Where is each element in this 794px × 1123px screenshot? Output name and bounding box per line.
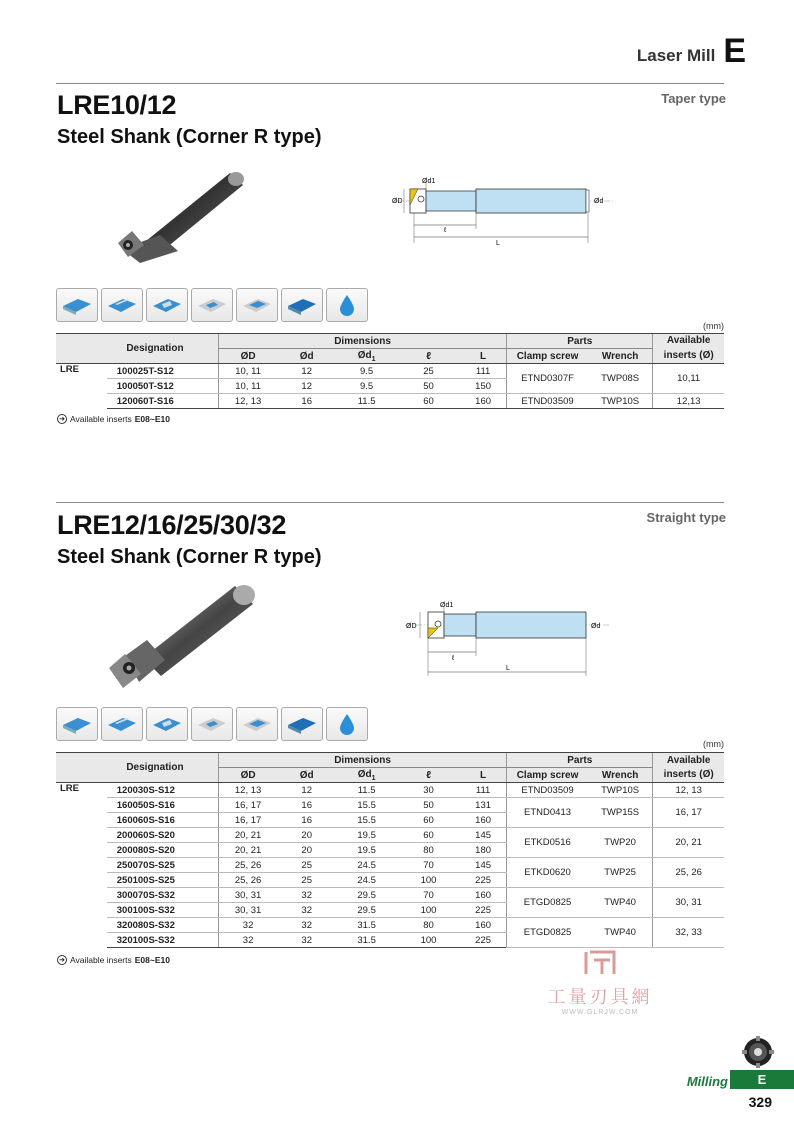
table-row — [56, 364, 724, 379]
col-available2: inserts (Ø) — [653, 768, 724, 783]
dim-d1: Ød1 — [422, 178, 436, 185]
cell-d: 12 — [277, 364, 336, 379]
unit-label: (mm) — [703, 321, 724, 331]
designation-cell: 250070S-S25 — [107, 858, 219, 873]
cell-clamp: ETND0413 — [507, 798, 588, 828]
col-available2: inserts (Ø) — [653, 349, 724, 364]
cell-wrench: TWP10S — [588, 783, 653, 798]
chapter-title: Laser Mill — [636, 46, 716, 65]
cell-d1: 11.5 — [336, 394, 397, 409]
dimension-drawing — [400, 598, 615, 678]
shoulder-milling-icon — [56, 288, 98, 322]
designation-cell: 250100S-S25 — [107, 873, 219, 888]
cell-d1: 19.5 — [336, 828, 397, 843]
designation-cell: 160050S-S16 — [107, 798, 219, 813]
cell-D: 20, 21 — [218, 828, 277, 843]
col-wrench: Wrench — [588, 349, 653, 364]
cell-l: 60 — [397, 813, 460, 828]
cell-available: 16, 17 — [653, 798, 724, 828]
cell-D: 25, 26 — [218, 858, 277, 873]
cell-clamp: ETND03509 — [507, 783, 588, 798]
cell-d: 20 — [277, 828, 336, 843]
cell-d1: 24.5 — [336, 873, 397, 888]
cell-d: 32 — [277, 933, 336, 948]
cell-d: 32 — [277, 918, 336, 933]
cell-d1: 24.5 — [336, 858, 397, 873]
ramping-icon — [191, 707, 233, 741]
slotting-icon — [101, 288, 143, 322]
col-dimensions: Dimensions — [218, 753, 506, 768]
dim-l: ℓ — [452, 655, 455, 662]
cell-L: 225 — [460, 933, 507, 948]
cell-d1: 29.5 — [336, 903, 397, 918]
col-D: ØD — [218, 768, 277, 783]
designation-cell: 320080S-S32 — [107, 918, 219, 933]
watermark-text: 工量刃具網 — [547, 987, 653, 1008]
cell-L: 225 — [460, 873, 507, 888]
cell-D: 30, 31 — [218, 888, 277, 903]
face-milling-icon — [281, 707, 323, 741]
cell-L: 160 — [460, 918, 507, 933]
cell-available: 12,13 — [653, 394, 724, 409]
col-D: ØD — [218, 349, 277, 364]
chapter-header — [636, 32, 746, 70]
coolant-icon — [326, 707, 368, 741]
designation-cell: 320100S-S32 — [107, 933, 219, 948]
designation-cell: 120030S-S12 — [107, 783, 219, 798]
cell-L: 180 — [460, 843, 507, 858]
cell-l: 100 — [397, 903, 460, 918]
cell-d: 20 — [277, 843, 336, 858]
shoulder-milling-icon — [56, 707, 98, 741]
col-available: Available — [653, 753, 724, 768]
table-row — [56, 918, 724, 933]
col-d: Ød — [277, 768, 336, 783]
col-designation: Designation — [56, 334, 218, 364]
designation-cell: 160060S-S16 — [107, 813, 219, 828]
col-d1 — [336, 349, 397, 364]
available-inserts-note[interactable] — [57, 955, 170, 965]
cell-l: 80 — [397, 843, 460, 858]
col-d1-sub: 1 — [371, 355, 376, 363]
designation-cell: 200060S-S20 — [107, 828, 219, 843]
section-title: LRE12/16/25/30/32 — [57, 510, 287, 540]
step-milling-icon — [146, 707, 188, 741]
cell-L: 111 — [460, 783, 507, 798]
cell-L: 131 — [460, 798, 507, 813]
col-L: L — [460, 349, 507, 364]
col-d: Ød — [277, 349, 336, 364]
cell-d: 25 — [277, 873, 336, 888]
spec-table — [56, 752, 724, 948]
cell-D: 16, 17 — [218, 798, 277, 813]
cell-available: 12, 13 — [653, 783, 724, 798]
cell-l: 100 — [397, 873, 460, 888]
dim-L: L — [506, 665, 510, 672]
table-row — [56, 798, 724, 813]
cell-L: 160 — [460, 888, 507, 903]
col-l: ℓ — [397, 768, 460, 783]
cell-d: 12 — [277, 783, 336, 798]
dim-l: ℓ — [444, 227, 447, 234]
face-milling-icon — [281, 288, 323, 322]
cell-l: 80 — [397, 918, 460, 933]
slotting-icon — [101, 707, 143, 741]
dim-d: Ød — [591, 623, 601, 630]
pocketing-icon — [236, 707, 278, 741]
spec-table — [56, 333, 724, 409]
table-row — [56, 888, 724, 903]
table-row — [56, 858, 724, 873]
cell-d1: 15.5 — [336, 813, 397, 828]
dim-d1: Ød1 — [440, 602, 454, 609]
cell-clamp: ETKD0620 — [507, 858, 588, 888]
note-text: Available inserts — [70, 414, 132, 424]
cell-d: 16 — [277, 813, 336, 828]
cell-d1: 31.5 — [336, 933, 397, 948]
cell-l: 25 — [397, 364, 460, 379]
cell-d1: 31.5 — [336, 918, 397, 933]
cell-D: 10, 11 — [218, 364, 277, 379]
cell-L: 145 — [460, 858, 507, 873]
cell-l: 70 — [397, 888, 460, 903]
cell-D: 10, 11 — [218, 379, 277, 394]
family-label: LRE — [60, 783, 79, 794]
cell-clamp: ETND0307F — [507, 364, 588, 394]
col-clamp: Clamp screw — [507, 349, 588, 364]
watermark — [530, 948, 670, 1016]
section-subtitle: Steel Shank (Corner R type) — [57, 126, 322, 148]
cell-l: 60 — [397, 394, 460, 409]
cell-D: 12, 13 — [218, 783, 277, 798]
dim-L: L — [496, 240, 500, 247]
dimension-drawing — [390, 175, 620, 255]
watermark-url: WWW.GLRJW.COM — [561, 1009, 639, 1016]
col-wrench: Wrench — [588, 768, 653, 783]
col-designation: Designation — [56, 753, 218, 783]
cell-wrench: TWP25 — [588, 858, 653, 888]
cell-d1: 19.5 — [336, 843, 397, 858]
arrow-circle-icon: ➜ — [57, 414, 67, 424]
cell-wrench: TWP40 — [588, 888, 653, 918]
cell-available: 30, 31 — [653, 888, 724, 918]
col-parts: Parts — [507, 753, 653, 768]
note-ref[interactable]: E08~E10 — [134, 955, 170, 965]
cell-d1: 9.5 — [336, 364, 397, 379]
ramping-icon — [191, 288, 233, 322]
cell-clamp: ETKD0516 — [507, 828, 588, 858]
application-icons — [56, 288, 368, 322]
cell-L: 145 — [460, 828, 507, 843]
cell-l: 50 — [397, 379, 460, 394]
table-row — [56, 783, 724, 798]
cell-l: 30 — [397, 783, 460, 798]
cell-available: 10,11 — [653, 364, 724, 394]
cell-wrench: TWP40 — [588, 918, 653, 948]
cell-d: 16 — [277, 394, 336, 409]
section-divider — [56, 83, 724, 84]
cell-d1: 9.5 — [336, 379, 397, 394]
designation-cell: 120060T-S16 — [107, 394, 219, 409]
cell-d1: 11.5 — [336, 783, 397, 798]
designation-cell: 300100S-S32 — [107, 903, 219, 918]
cell-d: 12 — [277, 379, 336, 394]
cell-wrench: TWP08S — [588, 364, 653, 394]
application-icons — [56, 707, 368, 741]
cell-L: 225 — [460, 903, 507, 918]
cell-clamp: ETGD0825 — [507, 918, 588, 948]
cell-d1: 15.5 — [336, 798, 397, 813]
cell-L: 160 — [460, 813, 507, 828]
cell-d: 16 — [277, 798, 336, 813]
step-milling-icon — [146, 288, 188, 322]
unit-label: (mm) — [703, 739, 724, 749]
col-l: ℓ — [397, 349, 460, 364]
cell-clamp: ETND03509 — [507, 394, 588, 409]
cell-l: 60 — [397, 828, 460, 843]
note-ref[interactable]: E08~E10 — [134, 414, 170, 424]
cell-available: 32, 33 — [653, 918, 724, 948]
col-clamp: Clamp screw — [507, 768, 588, 783]
table-row — [56, 828, 724, 843]
cell-L: 160 — [460, 394, 507, 409]
cell-D: 30, 31 — [218, 903, 277, 918]
col-d1-sub: 1 — [371, 774, 376, 782]
cell-L: 111 — [460, 364, 507, 379]
cell-D: 32 — [218, 918, 277, 933]
cell-d: 32 — [277, 888, 336, 903]
cell-L: 150 — [460, 379, 507, 394]
col-available: Available — [653, 334, 724, 349]
product-photo — [95, 578, 260, 693]
footer-letter: E — [730, 1070, 794, 1089]
footer-section: Milling — [686, 1074, 728, 1089]
designation-cell: 100025T-S12 — [107, 364, 219, 379]
note-text: Available inserts — [70, 955, 132, 965]
col-L: L — [460, 768, 507, 783]
cell-l: 100 — [397, 933, 460, 948]
cell-l: 70 — [397, 858, 460, 873]
designation-cell: 100050T-S12 — [107, 379, 219, 394]
available-inserts-note[interactable] — [57, 414, 170, 424]
cell-D: 12, 13 — [218, 394, 277, 409]
designation-cell: 200080S-S20 — [107, 843, 219, 858]
watermark-logo-icon — [580, 948, 620, 978]
cell-d1: 29.5 — [336, 888, 397, 903]
section-title: LRE10/12 — [57, 90, 177, 120]
cell-available: 20, 21 — [653, 828, 724, 858]
col-parts: Parts — [507, 334, 653, 349]
cell-available: 25, 26 — [653, 858, 724, 888]
col-dimensions: Dimensions — [218, 334, 506, 349]
cell-l: 50 — [397, 798, 460, 813]
cell-D: 25, 26 — [218, 873, 277, 888]
dim-D: ØD — [406, 623, 417, 630]
cell-d: 25 — [277, 858, 336, 873]
arrow-circle-icon: ➜ — [57, 955, 67, 965]
dim-d: Ød — [594, 198, 604, 205]
cell-clamp: ETGD0825 — [507, 888, 588, 918]
product-photo — [100, 165, 250, 265]
cell-d: 32 — [277, 903, 336, 918]
col-d1-base: Ød — [357, 768, 372, 780]
cell-wrench: TWP15S — [588, 798, 653, 828]
cell-D: 16, 17 — [218, 813, 277, 828]
cell-D: 32 — [218, 933, 277, 948]
coolant-icon — [326, 288, 368, 322]
designation-cell: 300070S-S32 — [107, 888, 219, 903]
cell-D: 20, 21 — [218, 843, 277, 858]
pocketing-icon — [236, 288, 278, 322]
type-label: Straight type — [646, 510, 726, 525]
table-row — [56, 394, 724, 409]
section-subtitle: Steel Shank (Corner R type) — [57, 546, 322, 568]
section-divider — [56, 502, 724, 503]
cell-wrench: TWP10S — [588, 394, 653, 409]
page-number: 329 — [748, 1094, 772, 1110]
family-label: LRE — [60, 364, 79, 375]
type-label: Taper type — [661, 91, 726, 106]
col-d1 — [336, 768, 397, 783]
milling-cutter-icon — [742, 1036, 774, 1068]
chapter-letter: E — [723, 32, 746, 70]
cell-wrench: TWP20 — [588, 828, 653, 858]
col-d1-base: Ød — [357, 349, 372, 361]
dim-D: ØD — [392, 198, 403, 205]
